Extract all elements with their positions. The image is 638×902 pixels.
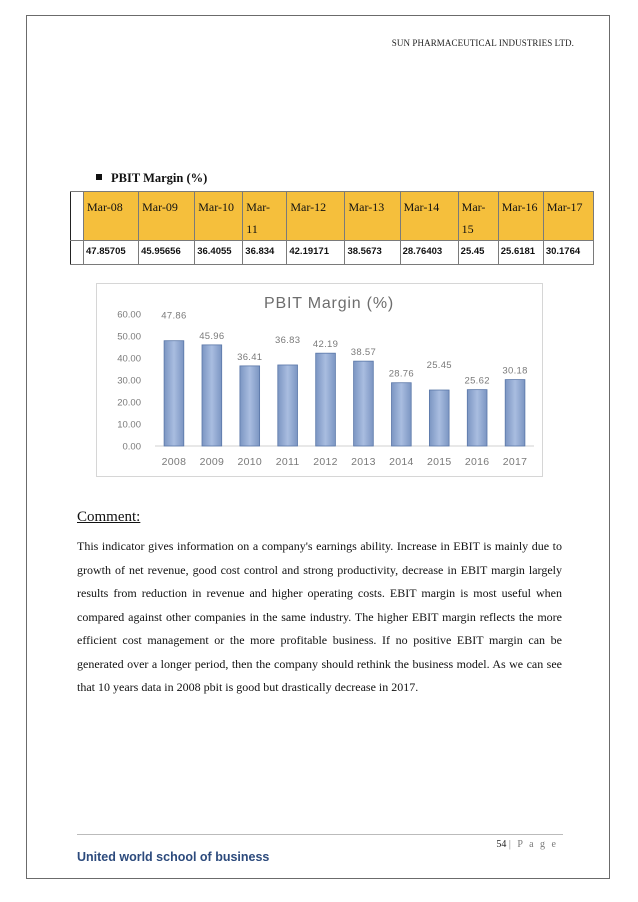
table-value-cell: 25.45 (458, 241, 498, 265)
bar-2008 (164, 341, 184, 446)
table-header-cell: Mar-12 (287, 192, 345, 241)
chart-canvas (97, 284, 544, 478)
bar-2013 (354, 361, 374, 446)
bar-2010 (240, 366, 260, 446)
table-value-cell: 36.4055 (195, 241, 243, 265)
table-header-cell: Mar-10 (195, 192, 243, 241)
data-label-2014: 28.76 (388, 368, 414, 380)
table-value-cell: 45.95656 (139, 241, 195, 265)
table-header-cell: Mar-16 (498, 192, 543, 241)
bar-2014 (391, 383, 411, 446)
x-tick-label-2015: 2015 (426, 456, 452, 468)
data-label-2012: 42.19 (312, 339, 339, 351)
table-header-cell: Mar-13 (345, 192, 400, 241)
bar-2016 (467, 390, 487, 446)
data-label-2017: 30.18 (502, 365, 528, 377)
footer-divider (77, 834, 563, 835)
y-tick-label: 10.00 (117, 419, 141, 431)
comment-heading: Comment: (77, 509, 141, 525)
bar-2015 (429, 390, 449, 446)
pbit-table (70, 191, 594, 265)
page-label: | P a g e (508, 839, 558, 850)
table-value-cell: 30.1764 (543, 241, 593, 265)
data-label-2013: 38.57 (350, 347, 377, 359)
y-tick-label: 60.00 (117, 309, 141, 321)
page-number (496, 839, 558, 850)
data-label-2008: 47.86 (161, 310, 187, 322)
x-tick-label-2017: 2017 (502, 456, 528, 468)
data-label-2015: 25.45 (426, 360, 452, 372)
table-stub (71, 241, 84, 265)
y-tick-label: 30.00 (117, 375, 141, 387)
x-tick-label-2008: 2008 (161, 456, 187, 468)
y-tick-label: 0.00 (122, 441, 141, 453)
table-header-cell: Mar-17 (543, 192, 593, 241)
table-value-cell: 38.5673 (345, 241, 400, 265)
table-value-cell: 47.85705 (84, 241, 139, 265)
x-tick-label-2014: 2014 (389, 456, 414, 468)
bar-2012 (316, 353, 336, 446)
x-tick-label-2012: 2012 (313, 456, 338, 468)
chart-title: PBIT Margin (%) (264, 295, 394, 312)
pbit-chart (96, 283, 543, 477)
data-label-2016: 25.62 (464, 375, 490, 387)
table-value-cell: 25.6181 (498, 241, 543, 265)
y-tick-label: 20.00 (117, 397, 141, 409)
x-tick-label-2016: 2016 (464, 456, 490, 468)
x-tick-label-2013: 2013 (351, 456, 376, 468)
table-value-row (71, 241, 594, 265)
page-number-value: 54 (496, 839, 507, 850)
x-tick-label-2009: 2009 (199, 456, 225, 468)
bullet-icon (96, 174, 102, 180)
table-header-row (71, 192, 594, 241)
table-stub (71, 192, 84, 241)
x-tick-label-2010: 2010 (237, 456, 263, 468)
data-label-2010: 36.41 (237, 351, 263, 363)
footer-school: United world school of business (77, 850, 270, 864)
y-tick-label: 50.00 (117, 331, 141, 343)
data-label-2009: 45.96 (199, 330, 225, 342)
comment-body: This indicator gives information on a company's earnings ability. Increase in EBIT is mainly due to growth of net revenue, good cost control and strong productivity, decrease in EBIT margin largely results from reduction in revenue and higher operating costs. EBIT margin is most useful when compared against other companies in the same industry. The higher EBIT margin reflects the more efficient cost management or the more profitable business. If no positive EBIT margin can be generated over a longer period, then the company should rethink the business model. As we can see that 10 years data in 2008 pbit is good but drastically decrease in 2017. (77, 539, 562, 694)
y-tick-label: 40.00 (117, 353, 141, 365)
table-value-cell: 42.19171 (287, 241, 345, 265)
table-header-cell: Mar- 15 (458, 192, 498, 241)
table-value-cell: 36.834 (243, 241, 287, 265)
table-header-cell: Mar-14 (400, 192, 458, 241)
table-header-cell: Mar-08 (84, 192, 139, 241)
header-company: SUN PHARMACEUTICAL INDUSTRIES LTD. (391, 38, 574, 48)
x-tick-label-2011: 2011 (275, 456, 300, 468)
bar-2009 (202, 345, 222, 446)
data-label-2011: 36.83 (275, 334, 301, 346)
section-title (96, 171, 207, 186)
table-value-cell: 28.76403 (400, 241, 458, 265)
table-header-cell: Mar- 11 (243, 192, 287, 241)
table-header-cell: Mar-09 (139, 192, 195, 241)
bar-2011 (278, 365, 298, 446)
section-title-text: PBIT Margin (%) (111, 171, 208, 185)
bar-2017 (505, 380, 525, 446)
